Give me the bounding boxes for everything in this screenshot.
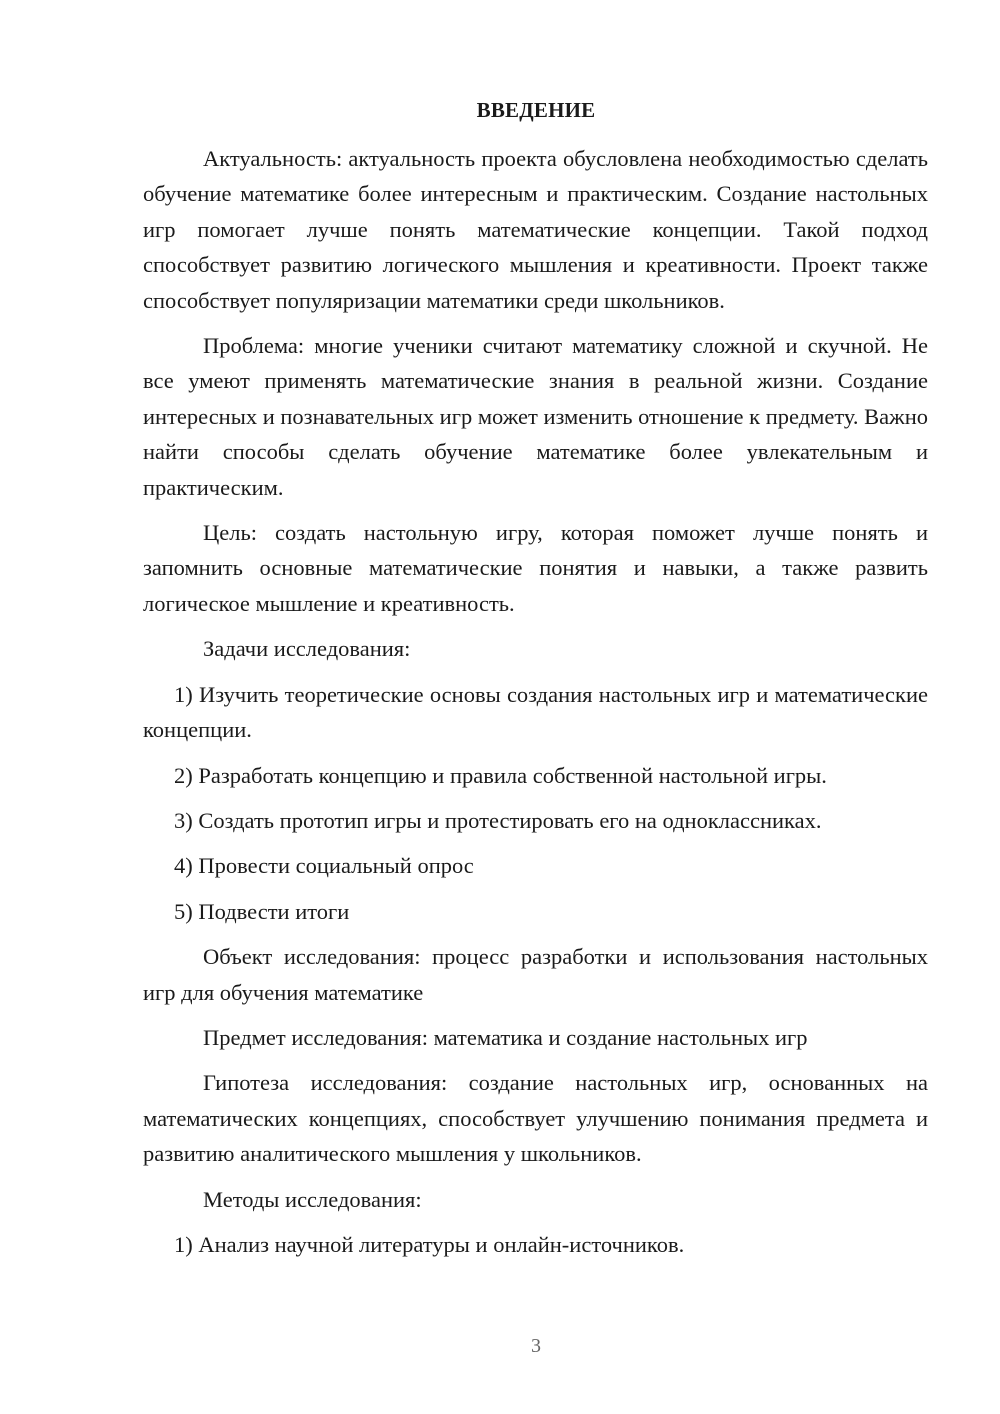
method-item: 1) Анализ научной литературы и онлайн-источников. bbox=[174, 1231, 685, 1257]
paragraph-goal: Цель: создать настольную игру, которая поможет лучше понять и запомнить основные математические понятия и навыки, а также развить логическое мышление и креативность. bbox=[143, 520, 928, 616]
task-item: 3) Создать прототип игры и протестировать его на одноклассниках. bbox=[174, 807, 822, 833]
methods-heading: Методы исследования: bbox=[203, 1186, 422, 1212]
paragraph-hypothesis: Гипотеза исследования: создание настольных игр, основанных на математических концепциях, способствует улучшению понимания предмета и развитию аналитического мышления у школьников. bbox=[143, 1070, 928, 1167]
task-item: 1) Изучить теоретические основы создания настольных игр и математические концепции. bbox=[143, 681, 928, 743]
tasks-heading: Задачи исследования: bbox=[203, 636, 411, 662]
paragraph-object: Объект исследования: процесс разработки и использования настольных игр для обучения математике bbox=[143, 944, 928, 1005]
task-item: 5) Подвести итоги bbox=[174, 898, 350, 924]
page-title: ВВЕДЕНИЕ bbox=[476, 98, 596, 122]
document-body bbox=[143, 141, 928, 1272]
paragraph-relevance: Актуальность: актуальность проекта обусловлена необходимостью сделать обучение математике более интересным и практическим. Создание настольных игр помогает лучше понять математические концепции. Такой подход способствует развитию логического мышления и креативности. Проект также способствует популяризации математики среди школьников. bbox=[143, 146, 928, 313]
task-item: 4) Провести социальный опрос bbox=[174, 853, 474, 879]
paragraph-subject: Предмет исследования: математика и создание настольных игр bbox=[203, 1024, 808, 1050]
page-number: 3 bbox=[531, 1335, 541, 1357]
paragraph-problem: Проблема: многие ученики считают математику сложной и скучной. Не все умеют применять математические знания в реальной жизни. Создание интересных и познавательных игр может изменить отношение к предмету. Важно найти способы сделать обучение математике более увлекательным и практическим. bbox=[143, 333, 928, 500]
task-item: 2) Разработать концепцию и правила собственной настольной игры. bbox=[174, 762, 827, 788]
